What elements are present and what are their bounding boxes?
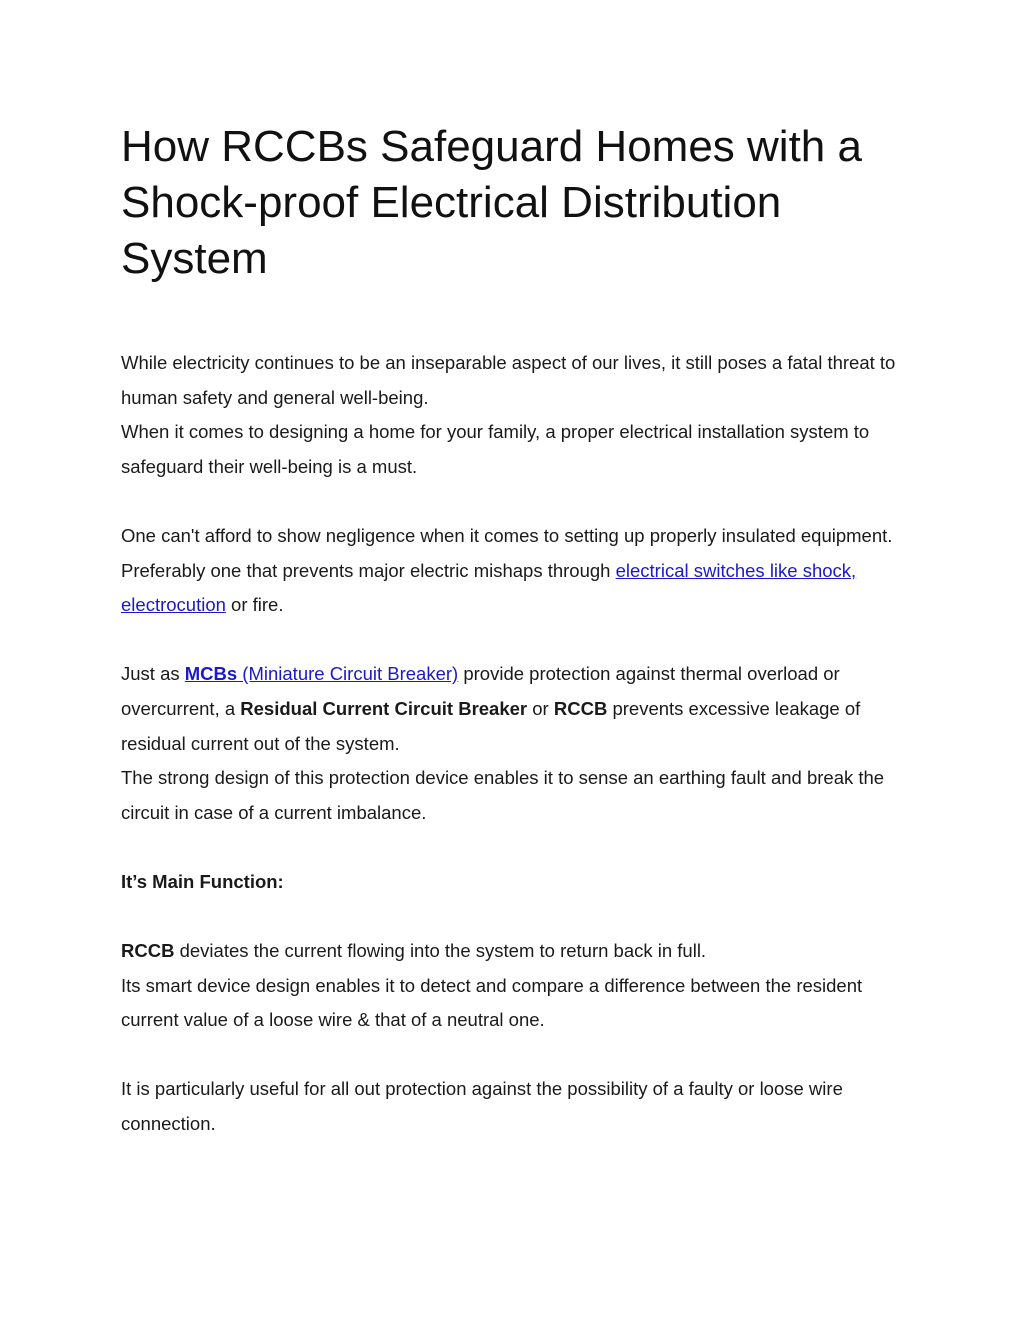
rccb-full-name: Residual Current Circuit Breaker [240,697,528,719]
rccb-abbrev: RCCB [121,940,175,962]
electrical-switches-link[interactable]: electrical switches like shock, electrocution [121,559,857,616]
paragraph-text: One can't afford to show negligence when it comes to setting up properly insulated equipment. Preferably one that prevents major electric mishaps through [121,524,893,581]
paragraph-mcb-rccb [121,657,911,761]
paragraph-text: or fire. [225,594,284,616]
paragraph-spacer [121,1038,911,1073]
paragraph-text: provide protection against thermal overload or overcurrent, a [121,663,840,719]
paragraph-spacer [121,484,911,519]
page-title: How RCCBs Safeguard Homes with a Shock-proof Electrical Distribution System [121,122,862,283]
paragraph-intro-1: While electricity continues to be an inseparable aspect of our lives, it still poses a fatal threat to human safety and general well-being. [121,352,896,408]
mcb-link-text: (Miniature Circuit Breaker) [237,663,459,685]
section-heading-main-function [121,865,911,900]
paragraph-text: prevents excessive leakage of residual current out of the system. [121,697,861,754]
paragraph-spacer [121,900,911,935]
paragraph-protection: It is particularly useful for all out protection against the possibility of a faulty or loose wire connection. [121,1078,843,1135]
paragraph-design: The strong design of this protection device enables it to sense an earthing fault and break the circuit in case of a current imbalance. [121,767,885,823]
paragraph-spacer [121,623,911,658]
paragraph-function [121,934,911,969]
paragraph-smart-design: Its smart device design enables it to detect and compare a difference between the resident current value of a loose wire & that of a neutral one. [121,974,863,1031]
paragraph-negligence [121,519,911,623]
paragraph-text: or [527,697,554,719]
mcb-link[interactable] [185,663,458,684]
section-heading-text: It’s Main Function: [121,870,284,892]
article-body [121,346,911,1142]
paragraph-intro-2: When it comes to designing a home for your family, a proper electrical installation system to safeguard their well-being is a must. [121,421,870,477]
paragraph-text: deviates the current flowing into the system to return back in full. [174,940,707,962]
rccb-abbrev: RCCB [553,697,608,719]
paragraph-spacer [121,830,911,865]
paragraph-text: Just as [121,663,185,685]
mcb-link-bold: MCBs [184,663,238,685]
